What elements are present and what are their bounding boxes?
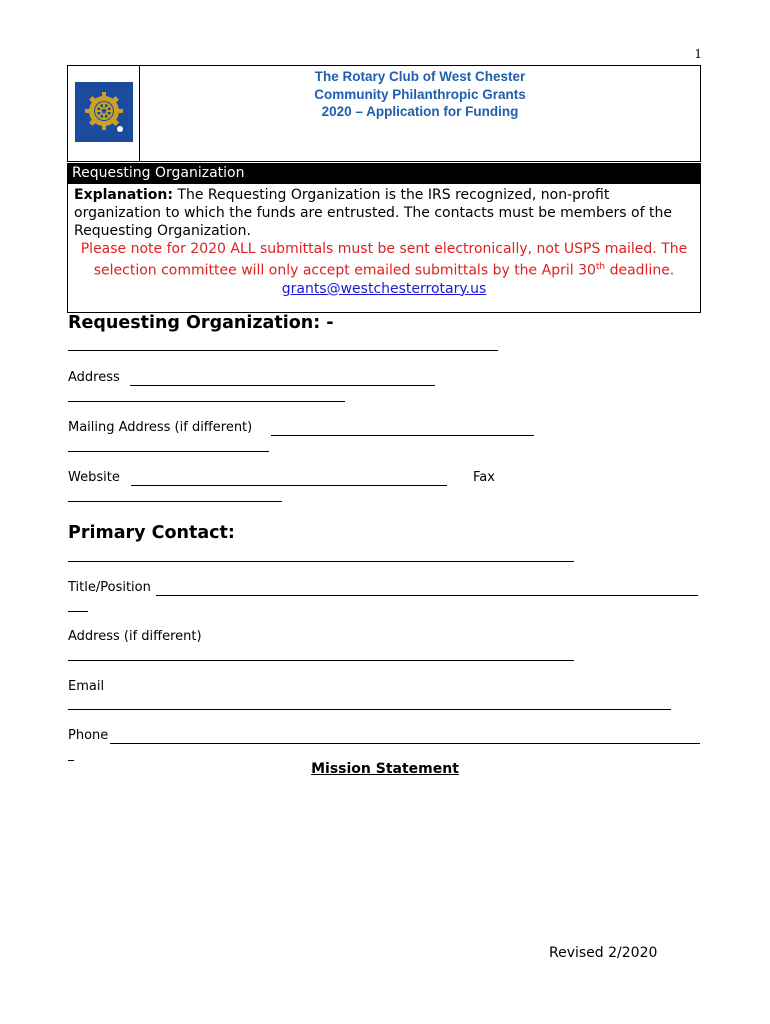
email-field[interactable] (68, 709, 671, 710)
address-if-different-label: Address (if different) (68, 629, 202, 644)
address-field[interactable] (130, 385, 435, 386)
header-box (67, 65, 701, 162)
notice-text: Please note for 2020 ALL submittals must be sent electronically, not USPS mailed. The selection committee will only accept emailed submittals by the April 30 (80, 241, 688, 279)
title-position-field-line-2[interactable] (68, 611, 88, 612)
title-position-field[interactable] (156, 595, 698, 596)
phone-field[interactable] (110, 743, 700, 744)
address-field-line-2[interactable] (68, 401, 345, 402)
notice-sup: th (595, 262, 606, 272)
address-if-different-field[interactable] (68, 660, 574, 661)
rotary-wheel-icon (75, 82, 133, 142)
explanation-body: The Requesting Organization is the IRS recognized, non-profit organization to which the funds are entrusted. The contacts must be members of the Requesting Organization. (74, 187, 672, 239)
primary-contact-heading: Primary Contact: (68, 523, 235, 543)
page-number: 1 (694, 47, 702, 61)
explanation-box (67, 184, 701, 313)
mailing-address-field-line-2[interactable] (68, 451, 269, 452)
fax-label: Fax (473, 470, 495, 485)
website-field[interactable] (131, 485, 447, 486)
header-line-1: The Rotary Club of West Chester (314, 69, 526, 84)
mailing-address-field[interactable] (271, 435, 534, 436)
logo-cell (68, 66, 140, 161)
title-position-label: Title/Position (68, 580, 151, 595)
requesting-org-field[interactable] (68, 350, 498, 351)
email-label: Email (68, 679, 105, 694)
header-line-3: 2020 – Application for Funding (321, 104, 519, 119)
phone-label: Phone (68, 728, 109, 743)
mailing-address-label: Mailing Address (if different) (68, 420, 253, 435)
explanation-label: Explanation: (74, 187, 173, 203)
submittal-notice (74, 240, 694, 280)
header-title (140, 68, 700, 121)
requesting-org-heading: Requesting Organization: - (68, 313, 334, 333)
rotary-gear-icon (84, 91, 124, 133)
explanation-text (74, 186, 694, 240)
mission-statement-heading: Mission Statement (311, 761, 459, 777)
website-label: Website (68, 470, 120, 485)
revised-date: Revised 2/2020 (549, 945, 658, 961)
notice-deadline: deadline. (605, 262, 675, 279)
primary-contact-field[interactable] (68, 561, 574, 562)
header-line-2: Community Philanthropic Grants (314, 86, 526, 102)
fax-field[interactable] (68, 501, 282, 502)
address-label: Address (68, 370, 120, 385)
grants-email-link[interactable]: grants@westchesterrotary.us (281, 280, 487, 297)
section-bar: Requesting Organization (67, 163, 701, 184)
